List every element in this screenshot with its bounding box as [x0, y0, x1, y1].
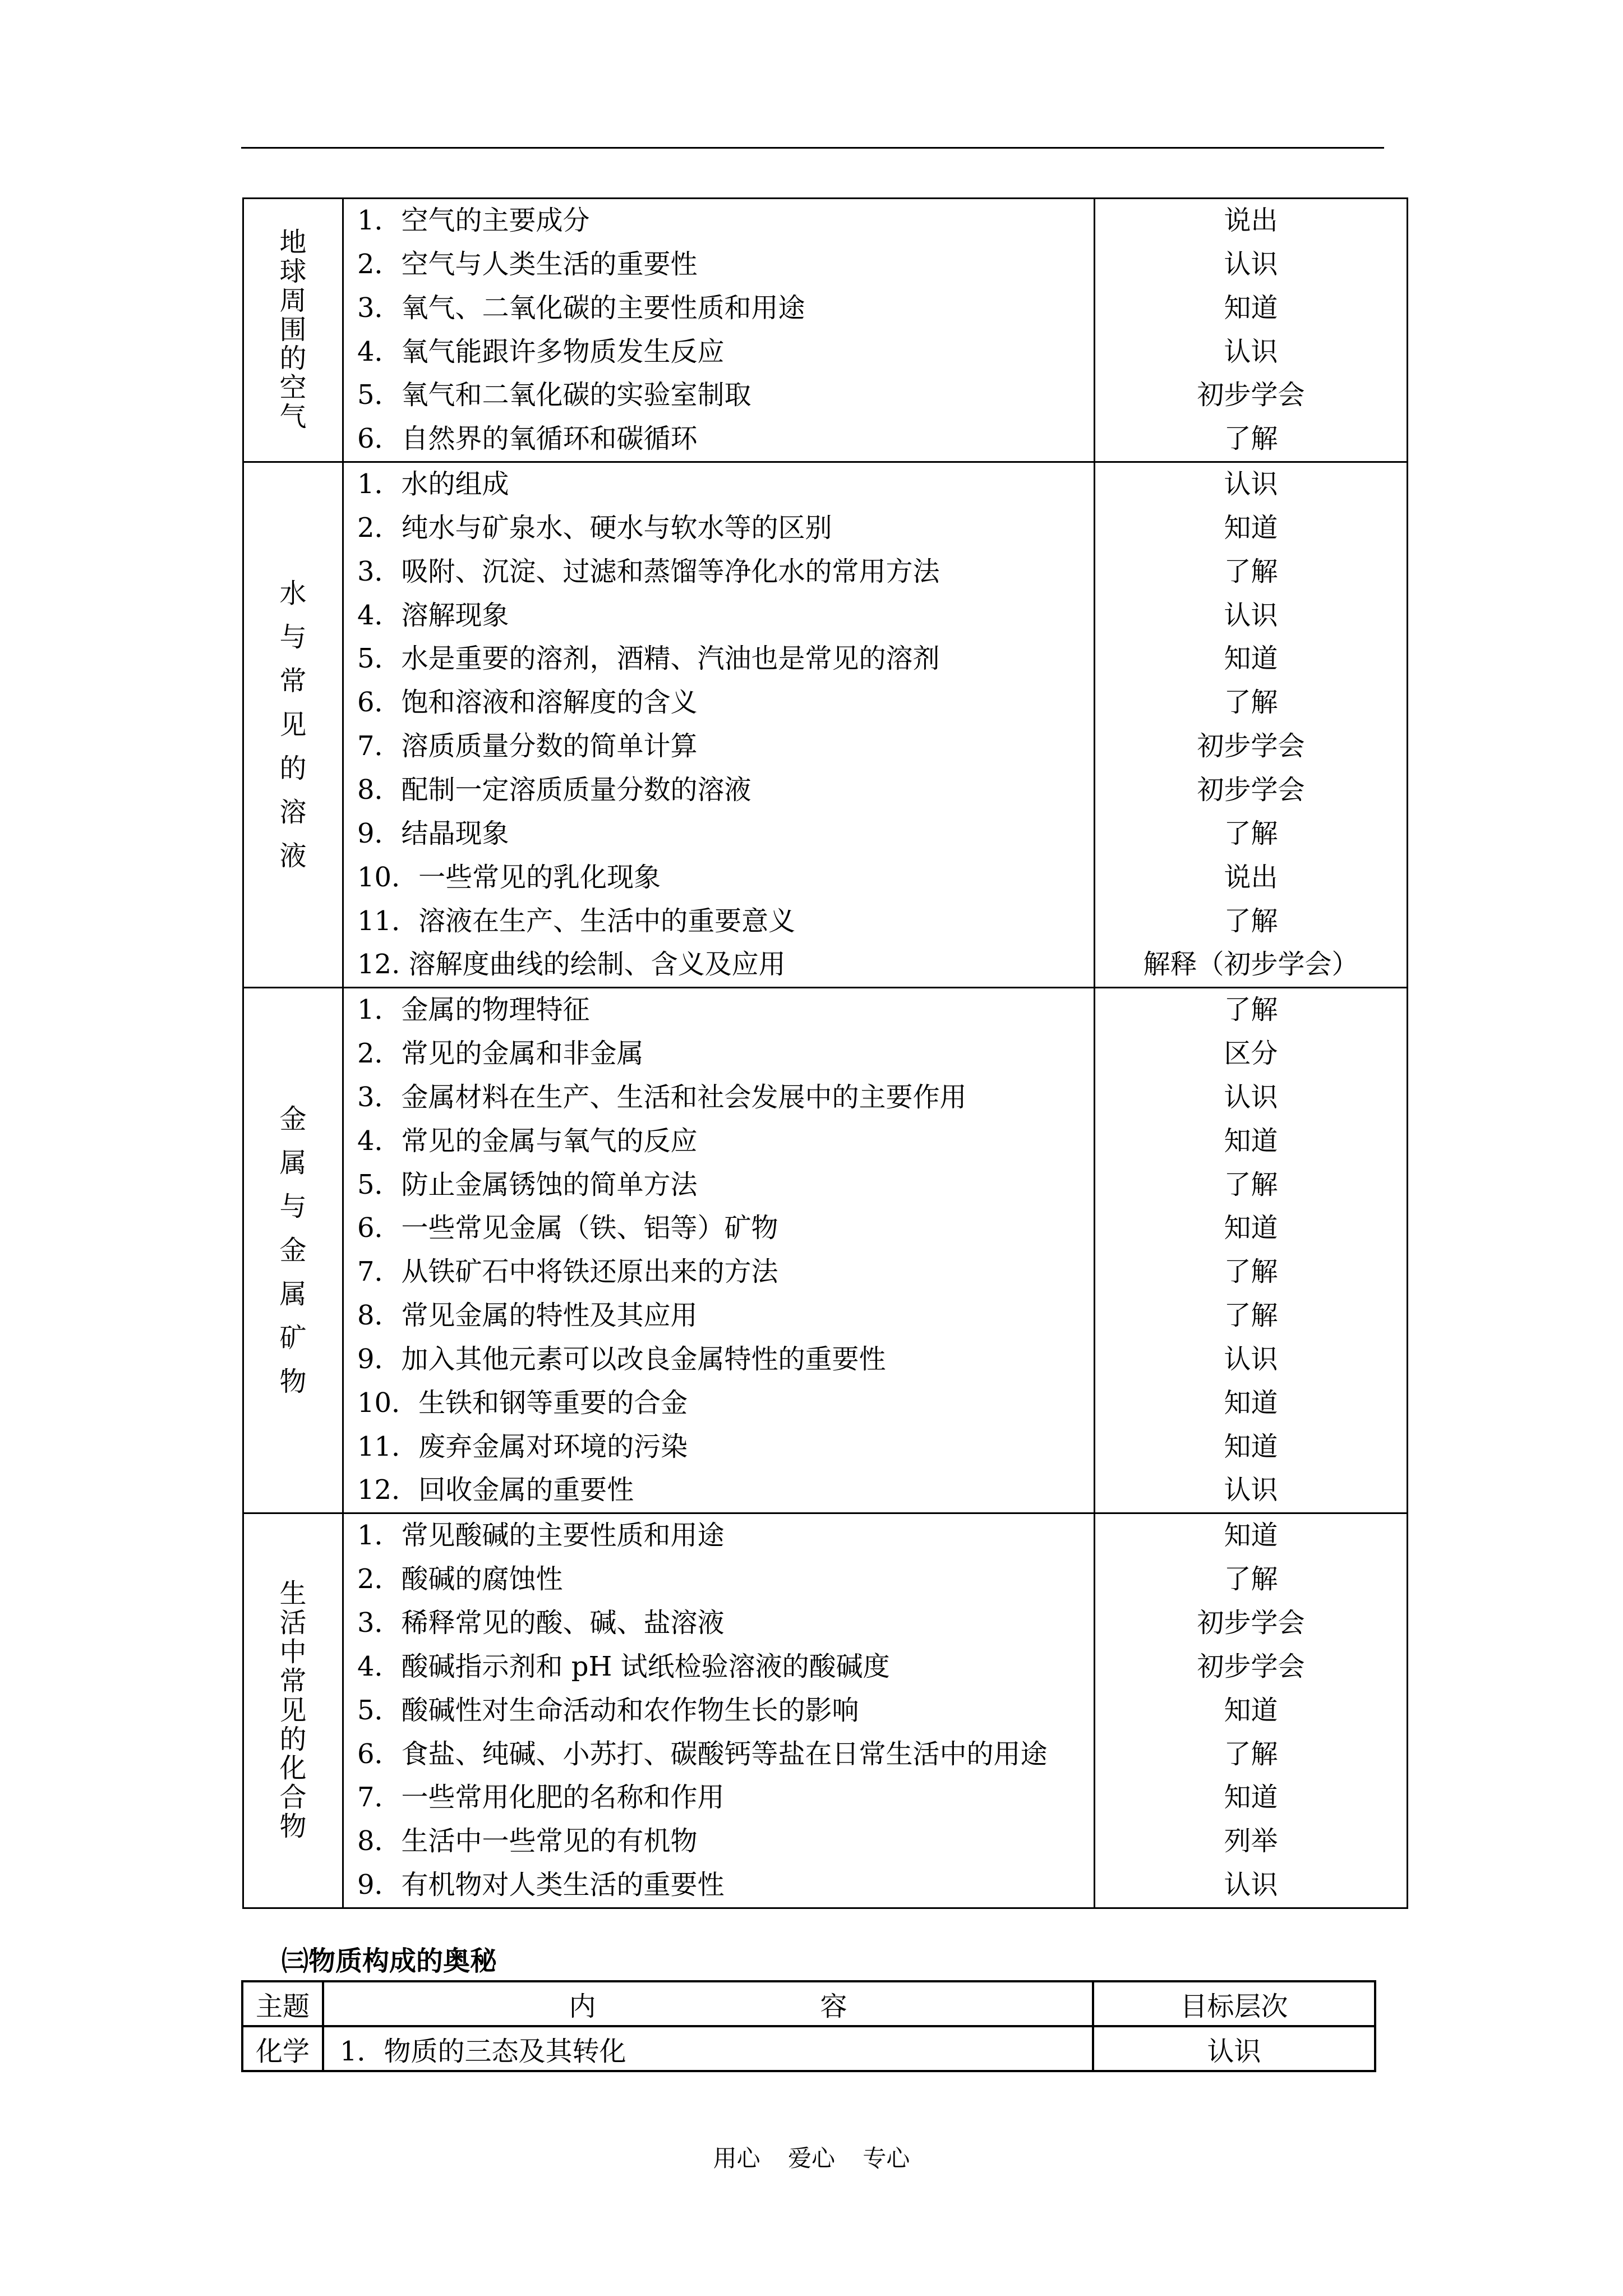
- item-level: 了解: [1224, 1738, 1278, 1770]
- item-level: 知道: [1224, 512, 1278, 544]
- item-level: 认识: [1224, 1869, 1278, 1901]
- section-topic: 水 与 常 见 的 溶 液: [243, 462, 343, 988]
- item-content: 5．酸碱性对生命活动和农作物生长的影响: [357, 1694, 859, 1726]
- section-items: [343, 988, 1095, 1513]
- item-content: 1．空气的主要成分: [357, 205, 590, 236]
- item-content: 2．酸碱的腐蚀性: [357, 1563, 563, 1595]
- table-section: [243, 1513, 1408, 1908]
- item-content: 1．金属的物理特征: [357, 994, 590, 1026]
- item-content: 8．生活中一些常见的有机物: [357, 1825, 698, 1857]
- section-items: [343, 462, 1095, 988]
- item-level: 了解: [1224, 1300, 1278, 1332]
- item-content: 5．水是重要的溶剂，酒精、汽油也是常见的溶剂: [357, 643, 940, 675]
- item-content: 1．水的组成: [357, 468, 509, 500]
- item-level: 知道: [1224, 1782, 1278, 1814]
- item-level: 知道: [1224, 643, 1278, 675]
- section-topic: 地 球 周 围 的 空 气: [243, 199, 343, 462]
- item-level: 认识: [1224, 248, 1278, 280]
- item-content: 11．废弃金属对环境的污染: [357, 1430, 688, 1462]
- item-content: 5．氧气和二氧化碳的实验室制取: [357, 379, 751, 411]
- item-level: 了解: [1224, 1168, 1278, 1200]
- item-level: 知道: [1224, 1520, 1278, 1552]
- item-content: 6．一些常见金属（铁、铝等）矿物: [357, 1212, 778, 1244]
- header-rule: [241, 147, 1384, 149]
- item-content: 12. 溶解度曲线的绘制、含义及应用: [357, 949, 786, 981]
- item-level: 初步学会: [1197, 379, 1305, 411]
- header-level: 目标层次: [1093, 1981, 1375, 2026]
- item-level: 初步学会: [1197, 1650, 1305, 1682]
- item-level: 认识: [1224, 1081, 1278, 1113]
- item-content: 4．常见的金属与氧气的反应: [357, 1125, 698, 1157]
- item-level: 知道: [1224, 1694, 1278, 1726]
- item-content: 8．常见金属的特性及其应用: [357, 1300, 698, 1332]
- item-level: 认识: [1224, 1343, 1278, 1375]
- header-content: 内 容: [323, 1981, 1093, 2026]
- item-level: 了解: [1224, 555, 1278, 587]
- item-content: 1．常见酸碱的主要性质和用途: [357, 1520, 725, 1552]
- item-content: 3．氧气、二氧化碳的主要性质和用途: [357, 292, 805, 324]
- item-content: 9．加入其他元素可以改良金属特性的重要性: [357, 1343, 886, 1375]
- item-level: 认识: [1224, 468, 1278, 500]
- item-content: 9．结晶现象: [357, 817, 509, 849]
- item-content: 9．有机物对人类生活的重要性: [357, 1869, 725, 1901]
- item-content: 4．溶解现象: [357, 599, 509, 631]
- item-content: 4．酸碱指示剂和 pH 试纸检验溶液的酸碱度: [357, 1650, 890, 1682]
- item-level: 区分: [1224, 1038, 1278, 1070]
- item-content: 10．生铁和钢等重要的合金: [357, 1387, 688, 1419]
- page-footer: 用心 爱心 专心: [713, 2145, 910, 2172]
- item-content: 3．吸附、沉淀、过滤和蒸馏等净化水的常用方法: [357, 555, 940, 587]
- table-section: [243, 462, 1408, 988]
- row-topic: 化学: [242, 2026, 323, 2071]
- item-level: 了解: [1224, 423, 1278, 455]
- item-level: 知道: [1224, 1387, 1278, 1419]
- item-level: 认识: [1224, 1474, 1278, 1506]
- item-content: 6．饱和溶液和溶解度的含义: [357, 687, 698, 719]
- table-section: [243, 988, 1408, 1513]
- structure-table: [241, 1980, 1376, 2072]
- item-level: 说出: [1224, 205, 1278, 236]
- item-content: 4．氧气能跟许多物质发生反应: [357, 335, 725, 367]
- item-level: 知道: [1224, 292, 1278, 324]
- section-levels: [1095, 1513, 1408, 1908]
- item-level: 知道: [1224, 1125, 1278, 1157]
- section-heading: ㈢物质构成的奥秘: [282, 1945, 497, 1977]
- table-header-row: [242, 1981, 1375, 2026]
- item-level: 说出: [1224, 861, 1278, 893]
- objectives-table: [242, 197, 1408, 1909]
- section-levels: [1095, 462, 1408, 988]
- item-level: 了解: [1224, 1256, 1278, 1288]
- item-content: 6．自然界的氧循环和碳循环: [357, 423, 698, 455]
- item-content: 6．食盐、纯碱、小苏打、碳酸钙等盐在日常生活中的用途: [357, 1738, 1048, 1770]
- item-content: 10．一些常见的乳化现象: [357, 861, 661, 893]
- item-content: 8．配制一定溶质质量分数的溶液: [357, 774, 751, 806]
- item-level: 初步学会: [1197, 774, 1305, 806]
- section-topic: 金 属 与 金 属 矿 物: [243, 988, 343, 1513]
- table-section: [243, 199, 1408, 462]
- header-topic: 主题: [242, 1981, 323, 2026]
- item-level: 了解: [1224, 817, 1278, 849]
- section-items: [343, 1513, 1095, 1908]
- item-content: 2．常见的金属和非金属: [357, 1038, 644, 1070]
- item-level: 初步学会: [1197, 1607, 1305, 1639]
- item-content: 7．一些常用化肥的名称和作用: [357, 1782, 725, 1814]
- item-level: 了解: [1224, 994, 1278, 1026]
- section-levels: [1095, 199, 1408, 462]
- item-content: 2．纯水与矿泉水、硬水与软水等的区别: [357, 512, 832, 544]
- section-levels: [1095, 988, 1408, 1513]
- row-level: 认识: [1093, 2026, 1375, 2071]
- item-level: 认识: [1224, 335, 1278, 367]
- item-content: 3．稀释常见的酸、碱、盐溶液: [357, 1607, 725, 1639]
- item-content: 2．空气与人类生活的重要性: [357, 248, 698, 280]
- item-level: 知道: [1224, 1430, 1278, 1462]
- section-items: [343, 199, 1095, 462]
- item-level: 知道: [1224, 1212, 1278, 1244]
- item-content: 11．溶液在生产、生活中的重要意义: [357, 905, 796, 937]
- row-content: 1．物质的三态及其转化: [323, 2026, 1093, 2071]
- item-content: 12．回收金属的重要性: [357, 1474, 634, 1506]
- item-content: 7．从铁矿石中将铁还原出来的方法: [357, 1256, 778, 1288]
- item-content: 7．溶质质量分数的简单计算: [357, 730, 698, 762]
- item-level: 了解: [1224, 687, 1278, 719]
- item-level: 列举: [1224, 1825, 1278, 1857]
- item-content: 5．防止金属锈蚀的简单方法: [357, 1168, 698, 1200]
- section-topic: 生 活 中 常 见 的 化 合 物: [243, 1513, 343, 1908]
- table-row: [242, 2026, 1375, 2071]
- item-level: 解释（初步学会）: [1143, 949, 1359, 981]
- item-content: 3．金属材料在生产、生活和社会发展中的主要作用: [357, 1081, 967, 1113]
- item-level: 认识: [1224, 599, 1278, 631]
- item-level: 了解: [1224, 1563, 1278, 1595]
- item-level: 了解: [1224, 905, 1278, 937]
- item-level: 初步学会: [1197, 730, 1305, 762]
